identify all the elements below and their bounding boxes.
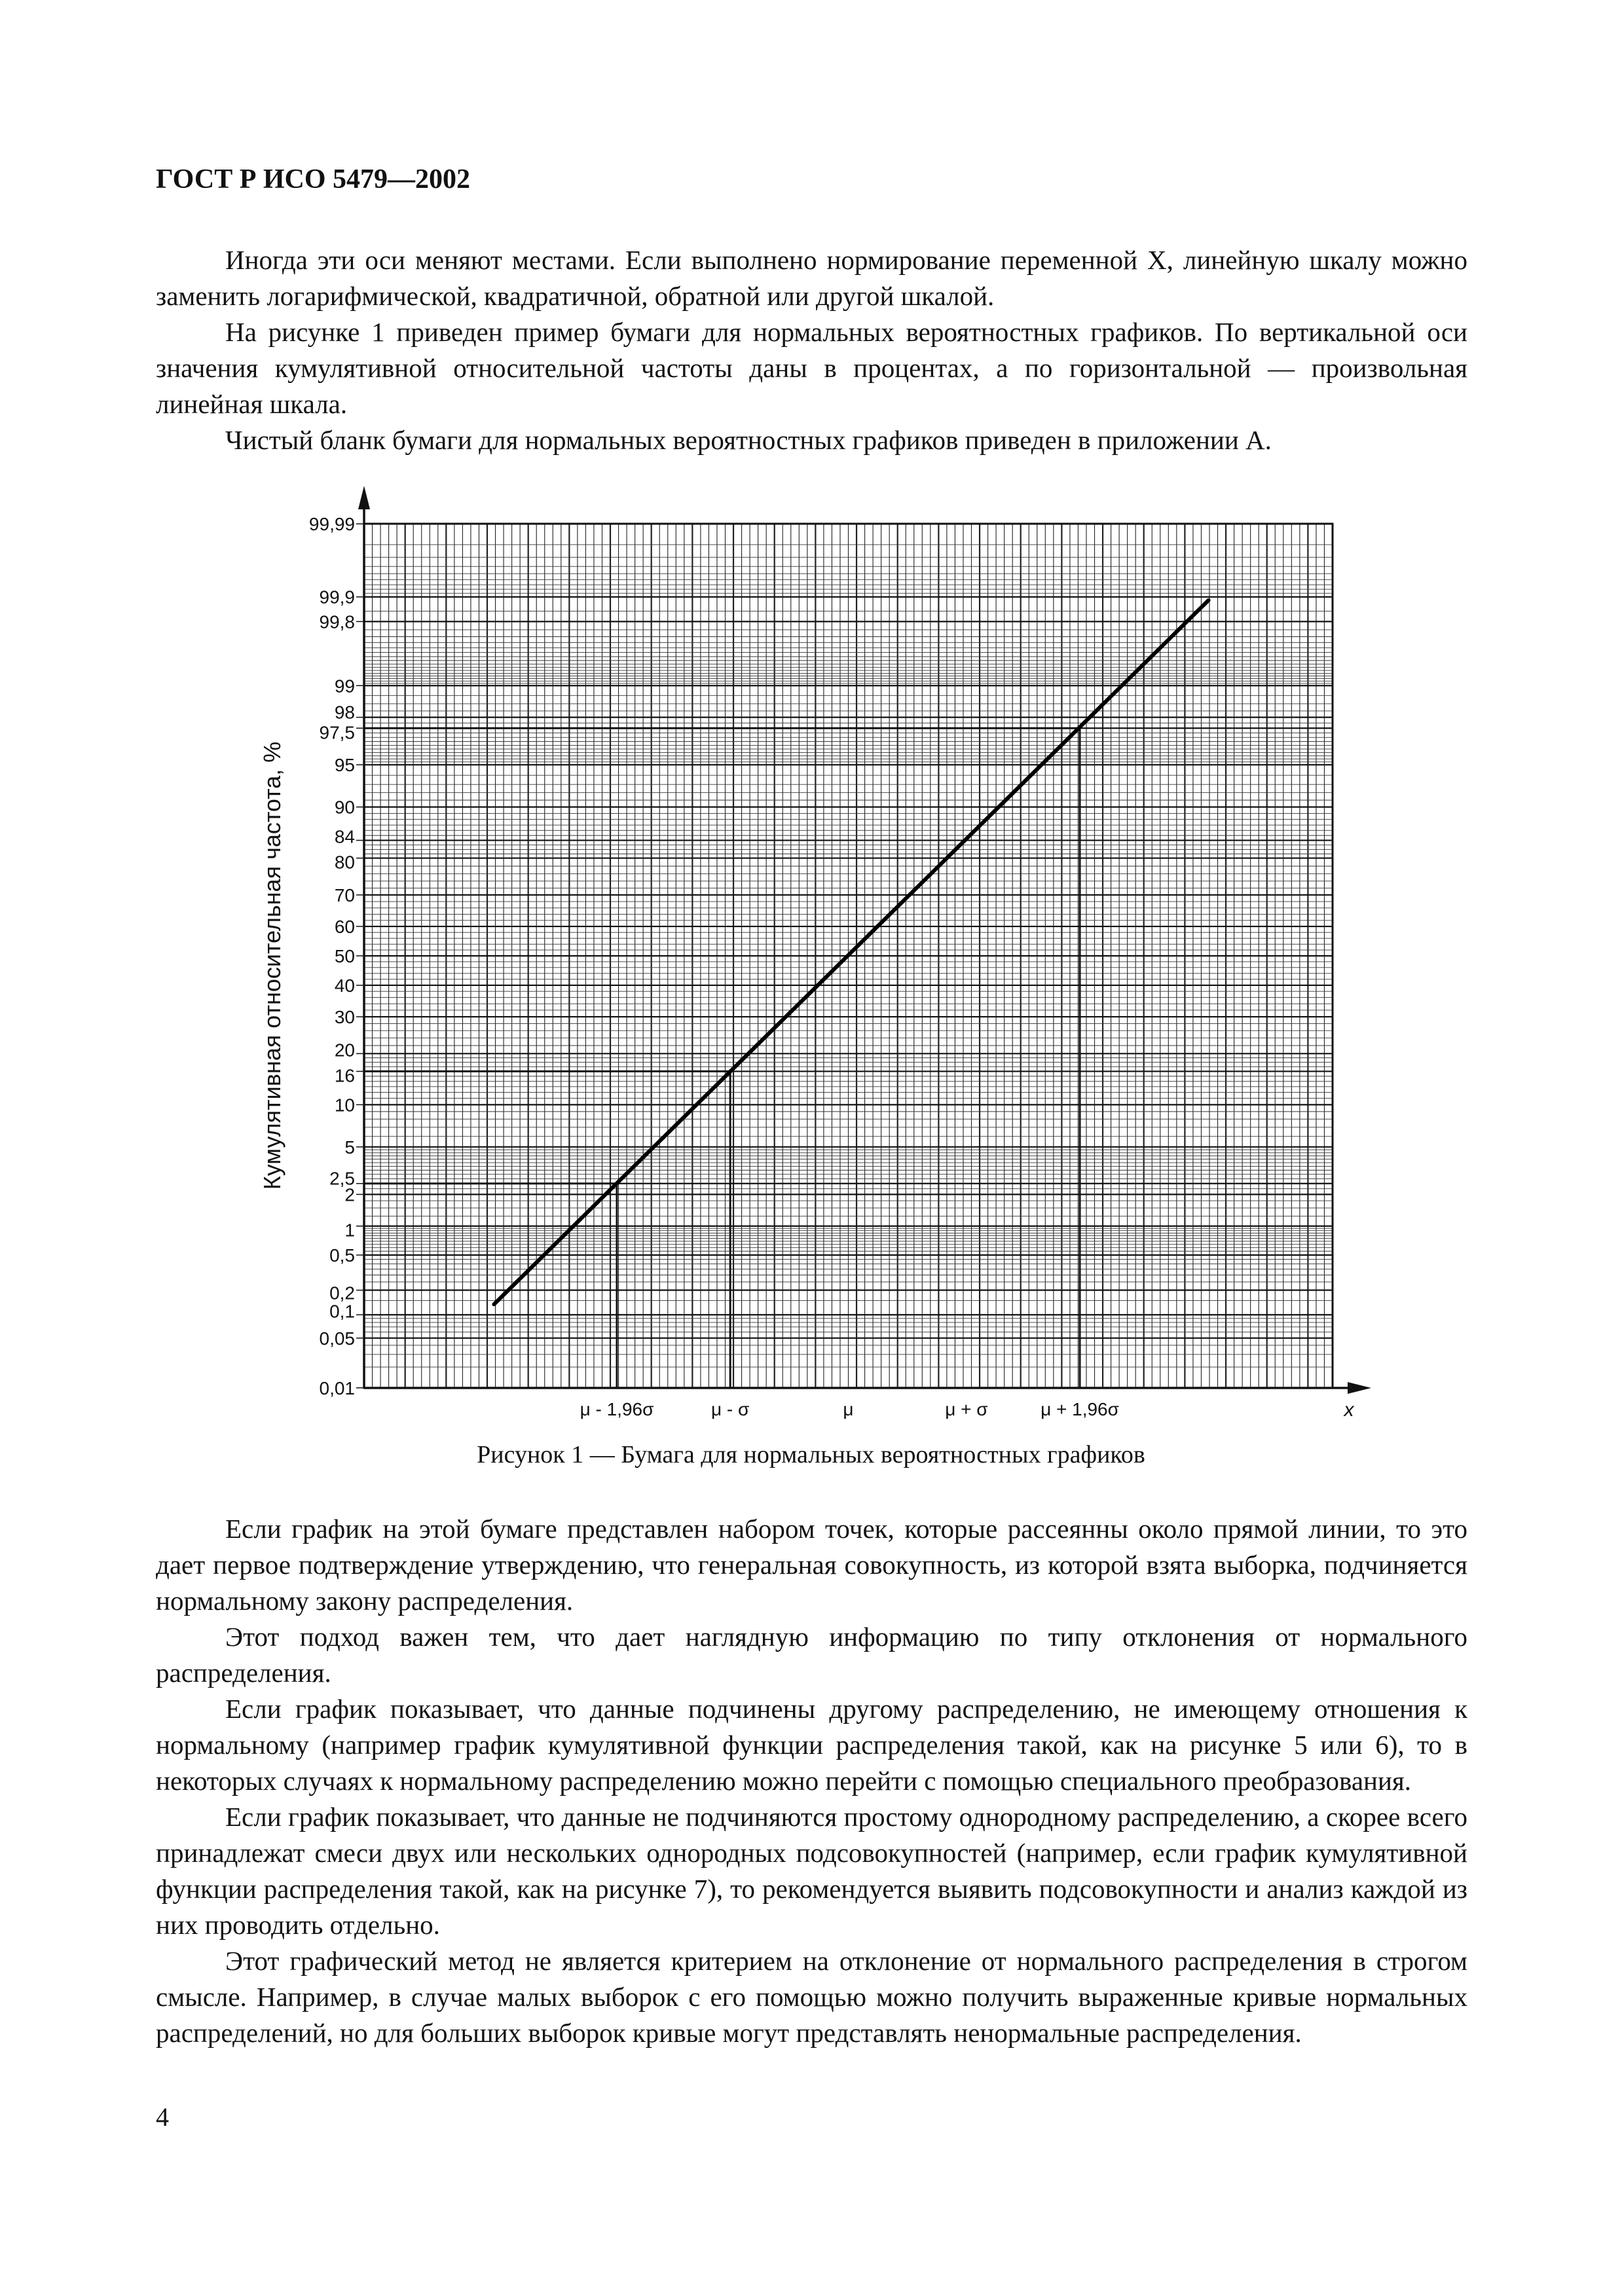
x-axis-arrow (1348, 1382, 1371, 1394)
x-tick-label: μ - σ (710, 1399, 750, 1419)
body-paragraph-1: Если график на этой бумаге представлен набором точек, которые рассеянны около прямой линии, то это дает первое подтверждение утверждению, что генеральная совокупность, из которой взята выборка, подчиняется нормальному закону распределения. (156, 1514, 1467, 1616)
page-number: 4 (156, 2102, 169, 2132)
x-axis-label: x (1344, 1399, 1354, 1421)
x-tick-label: μ + σ (945, 1399, 988, 1419)
y-tick-label: 60 (334, 917, 355, 938)
y-tick-label: 0,5 (329, 1245, 355, 1266)
y-tick-label: 2,5 (329, 1168, 355, 1189)
chart-series (494, 600, 1208, 1304)
y-tick-label: 2 (344, 1184, 355, 1205)
intro-paragraph-2: На рисунке 1 приведен пример бумаги для нормальных вероятностных графиков. По вертикальной оси значения кумулятивной относительной частоты даны в процентах, а по горизонтальной — произвольная линейная шкала. (156, 317, 1467, 419)
intro-paragraph-3: Чистый бланк бумаги для нормальных вероятностных графиков приведен в приложении А. (225, 425, 1272, 455)
y-tick-label: 40 (334, 975, 355, 996)
y-tick-label: 0,1 (329, 1301, 355, 1322)
x-tick-label: μ (843, 1399, 854, 1419)
x-tick-label: μ + 1,96σ (1041, 1399, 1119, 1419)
y-tick-label: 0,01 (319, 1377, 355, 1398)
document-header: ГОСТ Р ИСО 5479—2002 (156, 164, 471, 194)
y-tick-label: 30 (334, 1007, 355, 1028)
y-tick-label: 97,5 (319, 722, 355, 743)
y-axis-label: Кумулятивная относительная частота, % (259, 741, 286, 1190)
y-tick-label: 98 (334, 702, 355, 723)
y-tick-label: 10 (334, 1095, 355, 1116)
y-tick-label: 70 (334, 884, 355, 905)
y-tick-label: 50 (334, 946, 355, 966)
chart-y-tick-labels (309, 514, 364, 1398)
y-tick-label: 99,9 (319, 587, 355, 608)
y-tick-label: 5 (344, 1137, 355, 1157)
y-tick-label: 99 (334, 676, 355, 697)
body-paragraph-5: Этот графический метод не является критерием на отклонение от нормального распределения в строгом смысле. Например, в случае малых выборок с его помощью можно получить выраженные кривые нормальных распределений, но для больших выборок кривые могут представлять ненормальные распределения. (156, 1946, 1467, 2048)
y-tick-label: 95 (334, 755, 355, 776)
y-axis-arrow (358, 486, 370, 509)
y-tick-label: 84 (334, 826, 355, 847)
series-line (494, 600, 1208, 1304)
body-paragraph-2: Этот подход важен тем, что дает наглядную информацию по типу отклонения от нормального распределения. (156, 1622, 1467, 1688)
chart-x-tick-labels (580, 1399, 1119, 1419)
intro-paragraph-1: Иногда эти оси меняют местами. Если выполнено нормирование переменной X, линейную шкалу можно заменить логарифмической, квадратичной, обратной или другой шкалой. (156, 245, 1467, 311)
y-tick-label: 0,05 (319, 1328, 355, 1349)
y-tick-label: 99,99 (308, 514, 355, 535)
body-text (156, 1511, 1467, 2051)
y-tick-label: 20 (334, 1040, 355, 1061)
body-paragraph-4: Если график показывает, что данные не подчиняются простому однородному распределению, а скорее всего принадлежат смеси двух или нескольких однородных подсовокупностей (например, если график кумулятивной функции распределения такой, как на рисунке 7), то рекомендуется выявить подсовокупности и анализ каждой из них проводить отдельно. (156, 1802, 1467, 1940)
y-tick-label: 80 (334, 852, 355, 873)
y-tick-label: 90 (334, 797, 355, 818)
figure-caption: Рисунок 1 — Бумага для нормальных вероятностных графиков (477, 1441, 1145, 1468)
y-tick-label: 1 (344, 1220, 355, 1241)
x-tick-label: μ - 1,96σ (580, 1399, 654, 1419)
y-tick-label: 16 (334, 1065, 355, 1086)
y-tick-label: 99,8 (319, 611, 355, 632)
body-paragraph-3: Если график показывает, что данные подчинены другому распределению, не имеющему отношения к нормальному (например график кумулятивной функции распределения такой, как на рисунке 5 или 6), то в некоторых случаях к нормальному распределению можно перейти с помощью специального преобразования. (156, 1694, 1467, 1796)
y-tick-label: 0,2 (329, 1283, 355, 1303)
